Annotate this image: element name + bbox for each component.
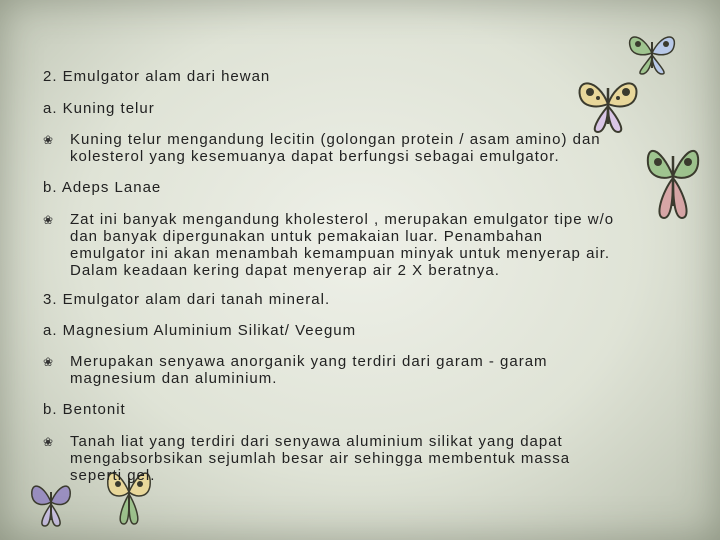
flower-bullet-icon: ❀	[43, 133, 54, 147]
flower-bullet-icon: ❀	[43, 213, 54, 227]
heading-emulgator-hewan: 2. Emulgator alam dari hewan	[43, 68, 271, 85]
flower-bullet-icon: ❀	[43, 355, 54, 369]
heading-bentonit: b. Bentonit	[43, 401, 126, 418]
heading-adeps-lanae: b. Adeps Lanae	[43, 179, 162, 196]
bullet-text: Zat ini banyak mengandung kholesterol , merupakan emulgator tipe w/o dan banyak dipergunakan untuk pemakaian luar. Penambahan emulgator ini akan menambah kemampuan minyak untuk menyerap air. Dalam keadaan kering dapat menyerap air 2 X beratnya.	[70, 211, 615, 279]
heading-emulgator-mineral: 3. Emulgator alam dari tanah mineral.	[43, 291, 331, 308]
heading-veegum: a. Magnesium Aluminium Silikat/ Veegum	[43, 322, 357, 339]
bullet-text: Kuning telur mengandung lecitin (golongan protein / asam amino) dan kolesterol yang kesemuanya dapat berfungsi sebagai emulgator.	[70, 131, 601, 165]
bullet-text: Merupakan senyawa anorganik yang terdiri dari garam - garam magnesium dan aluminium.	[70, 353, 548, 387]
flower-bullet-icon: ❀	[43, 435, 54, 449]
butterfly-icon	[28, 474, 74, 530]
heading-kuning-telur: a. Kuning telur	[43, 100, 155, 117]
butterfly-icon	[572, 72, 644, 136]
butterfly-icon	[622, 28, 682, 78]
bullet-text: Tanah liat yang terdiri dari senyawa aluminium silikat yang dapat mengabsorbsikan sejumlah besar air sehingga membentuk massa seperti gel.	[70, 433, 571, 484]
